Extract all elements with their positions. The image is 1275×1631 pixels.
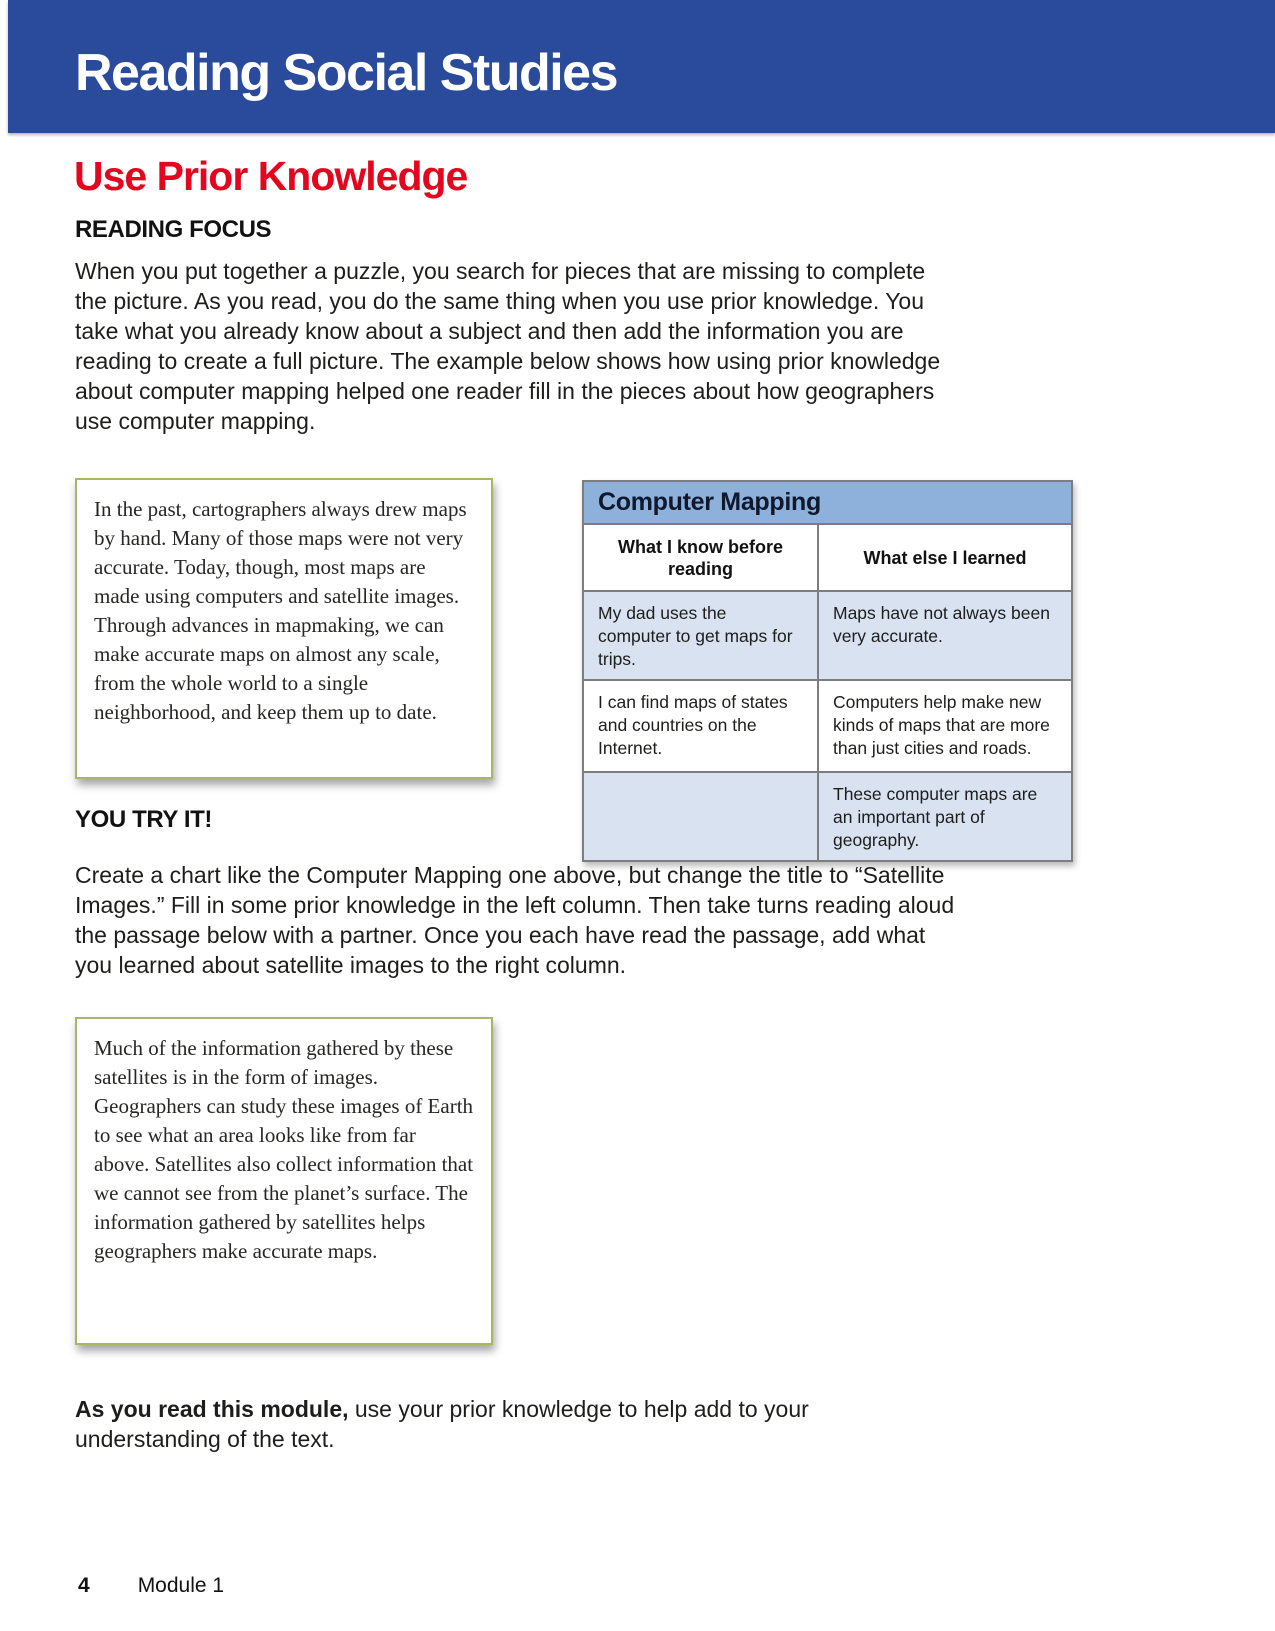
satellite-images-passage-text: Much of the information gathered by these satellites is in the form of images. Geographers can study these images of Earth to see what an area looks like from far above. Satellites also collect information that we cannot see from the planet’s surface. The information gathered by satellites helps geographers make accurate maps. — [94, 1036, 474, 1263]
computer-mapping-passage-box — [75, 478, 493, 779]
reading-focus-heading: READING FOCUS — [75, 216, 272, 243]
page-footer — [78, 1574, 224, 1598]
banner-title: Reading Social Studies — [75, 44, 618, 102]
section-title: Use Prior Knowledge — [74, 153, 468, 199]
closing-rest: use your prior knowledge to help add to your understanding of the text. — [75, 1396, 809, 1452]
closing-paragraph — [75, 1394, 895, 1454]
satellite-images-passage-box — [75, 1017, 493, 1345]
footer-module-label: Module 1 — [137, 1574, 225, 1597]
table-header-row — [584, 525, 1071, 592]
reading-focus-paragraph: When you put together a puzzle, you search for pieces that are missing to complete the picture. As you read, you do the same thing when you use prior knowledge. You take what you already know about a subject and then add the information you are reading to create a full picture. The example below shows how using prior knowledge about computer mapping helped one reader fill in the pieces about how geographers use computer mapping. — [75, 258, 941, 434]
table-row — [584, 771, 1071, 860]
table-cell-right: These computer maps are an important part of geography. — [817, 773, 1071, 860]
footer-page-number: 4 — [78, 1574, 90, 1597]
table-cell-left — [584, 773, 817, 860]
table-cell-left: My dad uses the computer to get maps for trips. — [598, 603, 793, 669]
table-column-header-else-learned: What else I learned — [817, 525, 1071, 590]
page-banner — [8, 0, 1275, 133]
table-cell-right: Maps have not always been very accurate. — [817, 592, 1071, 679]
you-try-it-paragraph: Create a chart like the Computer Mapping one above, but change the title to “Satellite Images.” Fill in some prior knowledge in the left column. Then take turns reading aloud the passage below with a partner. Once you each have read the passage, add what you learned about satellite images to the right column. — [75, 862, 955, 978]
table-row — [584, 592, 1071, 679]
closing-lead: As you read this module, — [75, 1396, 349, 1422]
table-column-header-know-before: What I know before reading — [617, 536, 783, 579]
table-cell-left: I can find maps of states and countries on the Internet. — [598, 692, 788, 758]
you-try-it-heading: YOU TRY IT! — [75, 806, 212, 833]
table-cell-right: Computers help make new kinds of maps that are more than just cities and roads. — [817, 681, 1071, 771]
computer-mapping-passage-text: In the past, cartographers always drew maps by hand. Many of those maps were not very accurate. Today, though, most maps are made using computers and satellite images. Through advances in mapmaking, we can make accurate maps on almost any scale, from the whole world to a single neighborhood, and keep them up to date. — [94, 497, 467, 724]
table-title: Computer Mapping — [584, 482, 1071, 525]
table-row — [584, 679, 1071, 771]
computer-mapping-table — [582, 480, 1073, 862]
